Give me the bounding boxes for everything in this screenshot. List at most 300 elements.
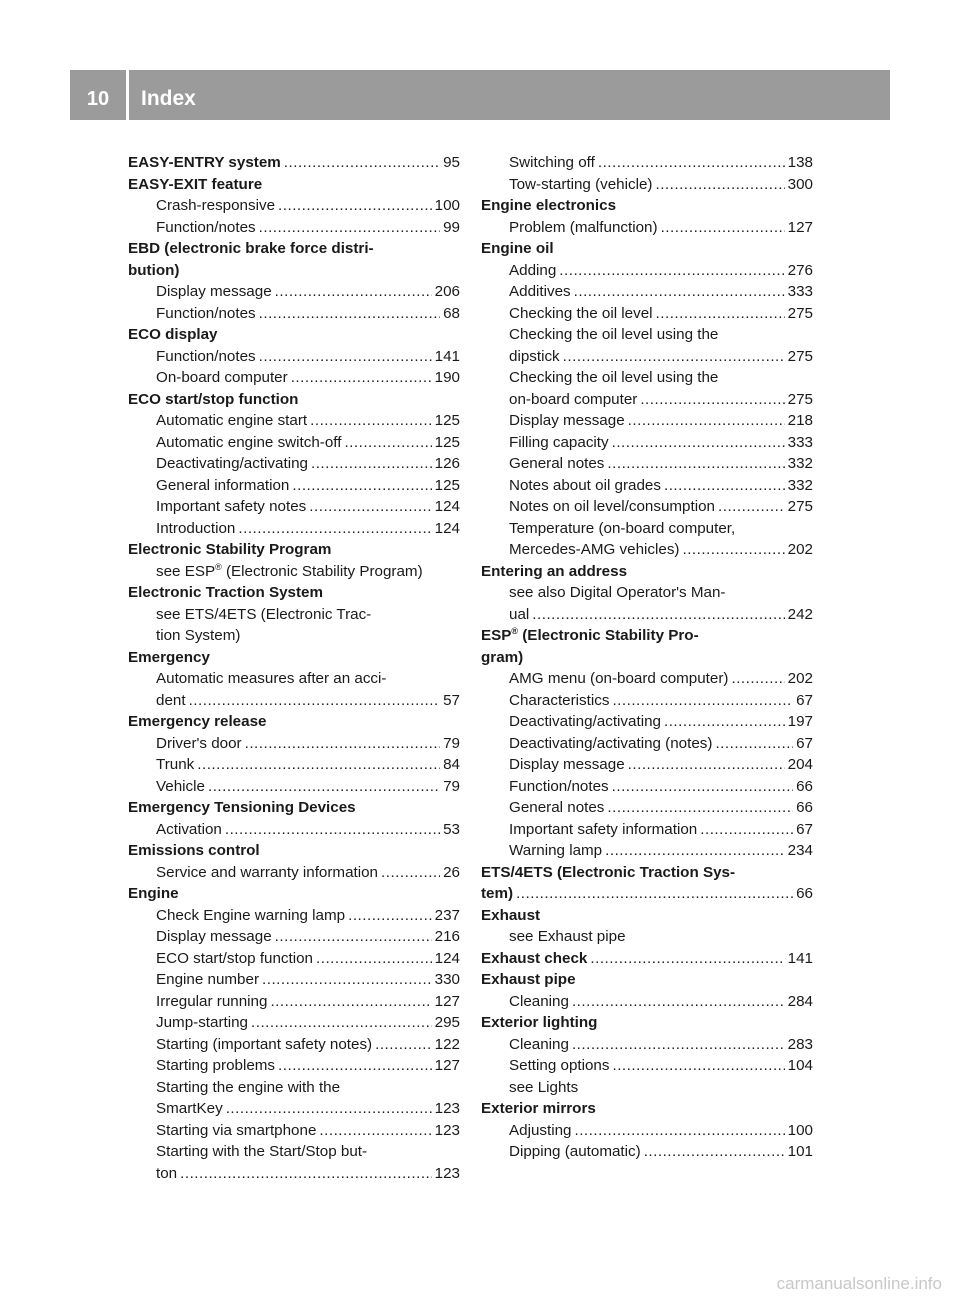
index-subentry — [481, 754, 813, 776]
dot-leader — [664, 475, 785, 497]
entry-label — [156, 346, 256, 368]
page-reference: 67 — [796, 691, 813, 709]
page-reference: 125 — [434, 476, 460, 494]
index-subentry — [481, 690, 813, 712]
entry-label — [156, 1120, 316, 1142]
entry-label — [128, 885, 179, 902]
dot-leader — [574, 281, 785, 303]
index-subentry — [128, 926, 460, 948]
entry-text: Activation — [156, 820, 222, 838]
dot-leader — [316, 948, 432, 970]
dot-leader — [275, 926, 432, 948]
entry-label — [156, 754, 194, 776]
entry-label — [509, 539, 679, 561]
entry-text: see Lights — [509, 1078, 579, 1096]
entry-text: Starting via smartphone — [156, 1121, 317, 1139]
index-subentry — [128, 733, 460, 755]
entry-label — [128, 262, 179, 279]
entry-text: ton — [156, 1164, 178, 1182]
entry-label — [128, 799, 356, 816]
entry-label — [156, 281, 272, 303]
page-reference: 138 — [787, 154, 813, 171]
entry-label — [156, 1079, 340, 1096]
dot-leader — [375, 1034, 432, 1056]
entry-label — [509, 584, 725, 601]
index-subentry — [481, 217, 813, 239]
dot-leader — [208, 776, 440, 798]
entry-text: Engine — [128, 885, 179, 902]
dot-leader — [180, 1163, 432, 1185]
entry-text: Check Engine warning lamp — [156, 906, 346, 924]
entry-label — [481, 971, 576, 988]
page-reference: 332 — [787, 476, 813, 494]
entry-label — [156, 1143, 367, 1160]
index-subentry — [128, 195, 460, 217]
entry-label — [156, 217, 256, 239]
entry-label — [509, 754, 625, 776]
entry-text: Filling capacity — [509, 433, 609, 451]
index-heading — [128, 797, 460, 819]
index-heading — [481, 195, 813, 217]
index-subentry — [481, 174, 813, 196]
dot-leader — [284, 152, 440, 174]
index-subentry — [481, 432, 813, 454]
entry-text: Starting problems — [156, 1057, 276, 1074]
entry-text: tem) — [481, 885, 514, 902]
dot-leader — [661, 217, 785, 239]
entry-text: on-board computer — [509, 390, 638, 408]
dot-leader — [715, 733, 793, 755]
index-subentry — [128, 969, 460, 991]
page-reference: 68 — [443, 304, 460, 322]
entry-label — [128, 713, 266, 730]
entry-text: Driver's door — [156, 734, 242, 752]
entry-label — [156, 606, 371, 623]
index-subentry — [128, 281, 460, 303]
entry-text: Starting with the Start/Stop but- — [156, 1143, 368, 1160]
index-heading — [128, 174, 460, 196]
entry-label — [509, 690, 609, 712]
index-note — [481, 367, 813, 389]
index-subentry — [481, 1120, 813, 1142]
index-subentry — [481, 389, 813, 411]
page-reference: 26 — [443, 863, 460, 881]
page-reference: 275 — [787, 390, 813, 408]
entry-text-tail: (Electronic Stability Pro- — [518, 627, 699, 644]
page-reference: 125 — [434, 412, 460, 429]
entry-text: Checking the oil level using the — [509, 326, 719, 343]
entry-text-tail: (Electronic Stability Program) — [221, 562, 423, 580]
page-reference: 57 — [443, 691, 460, 709]
entry-label — [156, 1012, 248, 1034]
entry-text: Function/notes — [156, 304, 256, 322]
index-subentry — [481, 797, 813, 819]
page-reference: 295 — [434, 1014, 460, 1031]
dot-leader — [278, 1055, 432, 1077]
entry-text: Jump-starting — [156, 1014, 249, 1031]
entry-text: Function/notes — [509, 777, 609, 795]
page-reference: 206 — [434, 283, 460, 300]
entry-text: see Exhaust pipe — [509, 928, 626, 945]
entry-label — [509, 453, 604, 475]
entry-text: Electronic Traction System — [128, 584, 323, 601]
entry-text: Crash-responsive — [156, 197, 276, 214]
dot-leader — [516, 883, 793, 905]
index-subentry — [128, 1163, 460, 1185]
page-reference: 79 — [443, 777, 460, 795]
index-note — [481, 926, 813, 948]
index-subentry — [481, 776, 813, 798]
dot-leader — [259, 346, 432, 368]
dot-leader — [225, 819, 440, 841]
page-reference: 190 — [434, 369, 460, 386]
dot-leader — [311, 453, 432, 475]
dot-leader — [245, 733, 440, 755]
index-column-left — [128, 152, 460, 1184]
index-heading — [481, 647, 813, 669]
page-reference: 127 — [434, 992, 460, 1010]
entry-label — [156, 969, 259, 991]
index-heading — [128, 260, 460, 282]
entry-text: see ETS/4ETS (Electronic Trac- — [156, 605, 372, 623]
dot-leader — [628, 410, 785, 432]
index-note — [128, 1077, 460, 1099]
dot-leader — [612, 690, 793, 712]
dot-leader — [605, 840, 785, 862]
page-reference: 127 — [787, 218, 813, 236]
entry-text: ECO display — [128, 326, 218, 343]
entry-text: Exhaust check — [481, 949, 588, 967]
dot-leader — [612, 1055, 784, 1077]
index-heading — [481, 905, 813, 927]
index-subentry — [128, 346, 460, 368]
entry-label — [509, 174, 652, 196]
index-heading — [481, 238, 813, 260]
entry-label — [481, 649, 523, 666]
dot-leader — [607, 453, 784, 475]
index-heading — [481, 625, 813, 647]
dot-leader — [700, 819, 793, 841]
dot-leader — [572, 991, 785, 1013]
page-reference: 141 — [434, 347, 460, 365]
entry-label — [156, 1034, 372, 1056]
page-reference: 67 — [796, 734, 813, 752]
index-subentry — [128, 1098, 460, 1120]
entry-text: gram) — [481, 648, 524, 666]
index-subentry — [481, 410, 813, 432]
entry-text: Function/notes — [156, 347, 256, 365]
index-note — [128, 1141, 460, 1163]
page-reference: 123 — [434, 1164, 460, 1182]
page-reference: 95 — [443, 154, 460, 171]
page-reference: 234 — [787, 842, 813, 859]
entry-label — [509, 604, 529, 626]
entry-text: SmartKey — [156, 1100, 223, 1117]
index-subentry — [128, 453, 460, 475]
entry-label — [509, 475, 661, 497]
index-heading — [128, 711, 460, 733]
dot-leader — [590, 948, 784, 970]
index-heading — [481, 883, 813, 905]
entry-label — [509, 797, 604, 819]
entry-text: Cleaning — [509, 1035, 569, 1053]
entry-text: Emergency release — [128, 713, 267, 730]
page-header — [70, 70, 890, 120]
entry-label — [509, 410, 625, 432]
entry-label — [156, 496, 306, 518]
index-subentry — [128, 217, 460, 239]
page-reference: 84 — [443, 756, 460, 773]
dot-leader — [664, 711, 785, 733]
entry-text: Display message — [509, 756, 625, 773]
dot-leader — [572, 1034, 785, 1056]
entry-text: Important safety information — [509, 820, 698, 838]
entry-label — [156, 195, 275, 217]
entry-label — [156, 690, 186, 712]
entry-label — [509, 496, 715, 518]
entry-text: Function/notes — [156, 218, 256, 236]
entry-label — [509, 520, 735, 537]
index-subentry — [128, 1120, 460, 1142]
entry-text: Display message — [156, 283, 272, 300]
page-reference: 124 — [434, 949, 460, 967]
entry-label — [509, 991, 569, 1013]
index-heading — [128, 152, 460, 174]
index-note — [481, 324, 813, 346]
page-reference: 99 — [443, 218, 460, 236]
entry-text: Display message — [509, 412, 625, 429]
dot-leader — [259, 303, 440, 325]
dot-leader — [291, 367, 432, 389]
index-subentry — [481, 604, 813, 626]
entry-label — [509, 326, 718, 343]
dot-leader — [344, 432, 431, 454]
dot-leader — [292, 475, 431, 497]
entry-text: Notes about oil grades — [509, 476, 661, 494]
index-subentry — [481, 1034, 813, 1056]
entry-label — [509, 819, 697, 841]
entry-text: Automatic engine switch-off — [156, 433, 342, 451]
index-heading — [128, 539, 460, 561]
entry-text: Characteristics — [509, 691, 610, 709]
entry-text: AMG menu (on-board computer) — [509, 670, 729, 687]
page-reference: 275 — [787, 498, 813, 515]
index-subentry — [128, 819, 460, 841]
page-reference: 100 — [787, 1121, 813, 1139]
entry-text: dipstick — [509, 347, 560, 365]
entry-text: Emergency — [128, 648, 210, 666]
entry-label — [509, 369, 718, 386]
index-subentry — [481, 733, 813, 755]
index-subentry — [481, 475, 813, 497]
entry-text: Adjusting — [509, 1121, 572, 1139]
entry-text: ECO start/stop function — [156, 949, 314, 967]
dot-leader — [644, 1141, 785, 1163]
page-reference: 123 — [434, 1100, 460, 1117]
index-subentry — [128, 1034, 460, 1056]
header-divider — [126, 70, 129, 120]
index-subentry — [128, 1012, 460, 1034]
entry-label — [509, 1120, 571, 1142]
page-reference: 284 — [787, 992, 813, 1010]
entry-label — [481, 197, 616, 214]
entry-label — [481, 240, 554, 257]
dot-leader — [612, 432, 785, 454]
dot-leader — [251, 1012, 432, 1034]
page-number: 10 — [86, 88, 110, 110]
entry-text: Deactivating/activating (notes) — [509, 734, 713, 752]
index-subentry — [481, 260, 813, 282]
entry-text: Irregular running — [156, 992, 268, 1010]
index-subentry — [481, 1141, 813, 1163]
entry-label — [128, 584, 323, 601]
index-heading — [128, 582, 460, 604]
entry-label — [156, 1163, 177, 1185]
entry-label — [509, 217, 658, 239]
index-subentry — [128, 991, 460, 1013]
page-reference: 124 — [434, 519, 460, 537]
entry-label — [156, 432, 341, 454]
entry-label — [156, 563, 423, 580]
page-reference: 332 — [787, 455, 813, 472]
entry-label — [156, 776, 205, 798]
entry-label — [509, 281, 571, 303]
registered-mark: ® — [511, 625, 519, 636]
dot-leader — [532, 604, 784, 626]
dot-leader — [612, 776, 793, 798]
entry-text: General information — [156, 476, 290, 494]
page-reference: 197 — [787, 713, 813, 730]
entry-text: Automatic measures after an acci- — [156, 670, 387, 687]
index-heading — [481, 1012, 813, 1034]
dot-leader — [197, 754, 440, 776]
index-note — [128, 561, 460, 583]
entry-text: Notes on oil level/consumption — [509, 498, 715, 515]
index-subentry — [481, 711, 813, 733]
index-subentry — [481, 152, 813, 174]
entry-text: Problem (malfunction) — [509, 218, 658, 236]
dot-leader — [682, 539, 784, 561]
watermark: carmanualsonline.info — [776, 1274, 942, 1293]
entry-label — [509, 346, 560, 368]
index-subentry — [481, 496, 813, 518]
index-heading — [128, 883, 460, 905]
entry-text: ECO start/stop function — [128, 390, 299, 408]
index-heading — [481, 862, 813, 884]
index-subentry — [128, 948, 460, 970]
entry-label — [128, 391, 298, 408]
entry-text: EASY-EXIT feature — [128, 175, 263, 193]
entry-label — [481, 563, 627, 580]
dot-leader — [381, 862, 440, 884]
entry-text: Tow-starting (vehicle) — [509, 175, 653, 193]
entry-text: Switching off — [509, 154, 595, 171]
index-subentry — [481, 539, 813, 561]
entry-label — [481, 883, 513, 905]
entry-text: Cleaning — [509, 992, 569, 1010]
index-heading — [481, 1098, 813, 1120]
entry-text: Temperature (on-board computer, — [509, 519, 736, 537]
entry-text: Exterior mirrors — [481, 1100, 596, 1117]
page-reference: 66 — [796, 885, 813, 902]
dot-leader — [574, 1120, 784, 1142]
entry-text: Warning lamp — [509, 842, 603, 859]
index-subentry — [128, 303, 460, 325]
page-reference: 123 — [434, 1121, 460, 1139]
entry-text: Electronic Stability Program — [128, 541, 332, 558]
entry-label — [156, 303, 256, 325]
index-subentry — [128, 475, 460, 497]
entry-label — [481, 1014, 597, 1031]
entry-text: Starting the engine with the — [156, 1078, 341, 1096]
page-reference: 333 — [787, 433, 813, 451]
entry-label — [128, 176, 262, 193]
page-reference: 125 — [434, 433, 460, 451]
entry-text: Starting (important safety notes) — [156, 1035, 373, 1053]
page-reference: 101 — [787, 1143, 813, 1160]
entry-text: Setting options — [509, 1057, 610, 1074]
dot-leader — [226, 1098, 432, 1120]
entry-label — [509, 1034, 569, 1056]
dot-leader — [559, 260, 784, 282]
dot-leader — [189, 690, 441, 712]
entry-label — [128, 649, 210, 666]
index-note — [128, 604, 460, 626]
entry-label — [156, 1098, 223, 1120]
entry-text: Additives — [509, 283, 571, 300]
entry-label — [509, 152, 595, 174]
entry-label — [156, 862, 378, 884]
page-reference: 204 — [787, 756, 813, 773]
entry-text: Engine electronics — [481, 197, 617, 214]
page-reference: 276 — [787, 261, 813, 279]
page-reference: 237 — [434, 906, 460, 924]
index-subentry — [128, 496, 460, 518]
entry-label — [509, 1141, 641, 1163]
dot-leader — [628, 754, 785, 776]
index-heading — [481, 948, 813, 970]
entry-label — [156, 518, 235, 540]
entry-label — [509, 1079, 578, 1096]
dot-leader — [718, 496, 785, 518]
entry-label — [156, 367, 288, 389]
entry-label — [509, 668, 728, 690]
index-note — [481, 582, 813, 604]
entry-label — [156, 627, 240, 644]
entry-label — [509, 260, 556, 282]
entry-label — [156, 1055, 275, 1077]
page-reference: 67 — [796, 820, 813, 838]
page-reference: 216 — [434, 928, 460, 945]
entry-text: Introduction — [156, 519, 236, 537]
page-reference: 66 — [796, 777, 813, 795]
entry-text: ESP — [481, 627, 512, 644]
page-reference: 126 — [434, 455, 460, 472]
index-heading — [128, 389, 460, 411]
index-column-right — [481, 152, 813, 1163]
index-heading — [128, 647, 460, 669]
entry-label — [509, 389, 637, 411]
entry-label — [128, 326, 217, 343]
index-subentry — [481, 281, 813, 303]
entry-text: General notes — [509, 455, 605, 472]
entry-label — [156, 733, 242, 755]
index-heading — [481, 561, 813, 583]
entry-label — [509, 776, 609, 798]
entry-text: Emergency Tensioning Devices — [128, 799, 356, 816]
page-reference: 100 — [434, 197, 460, 214]
entry-label — [128, 541, 331, 558]
